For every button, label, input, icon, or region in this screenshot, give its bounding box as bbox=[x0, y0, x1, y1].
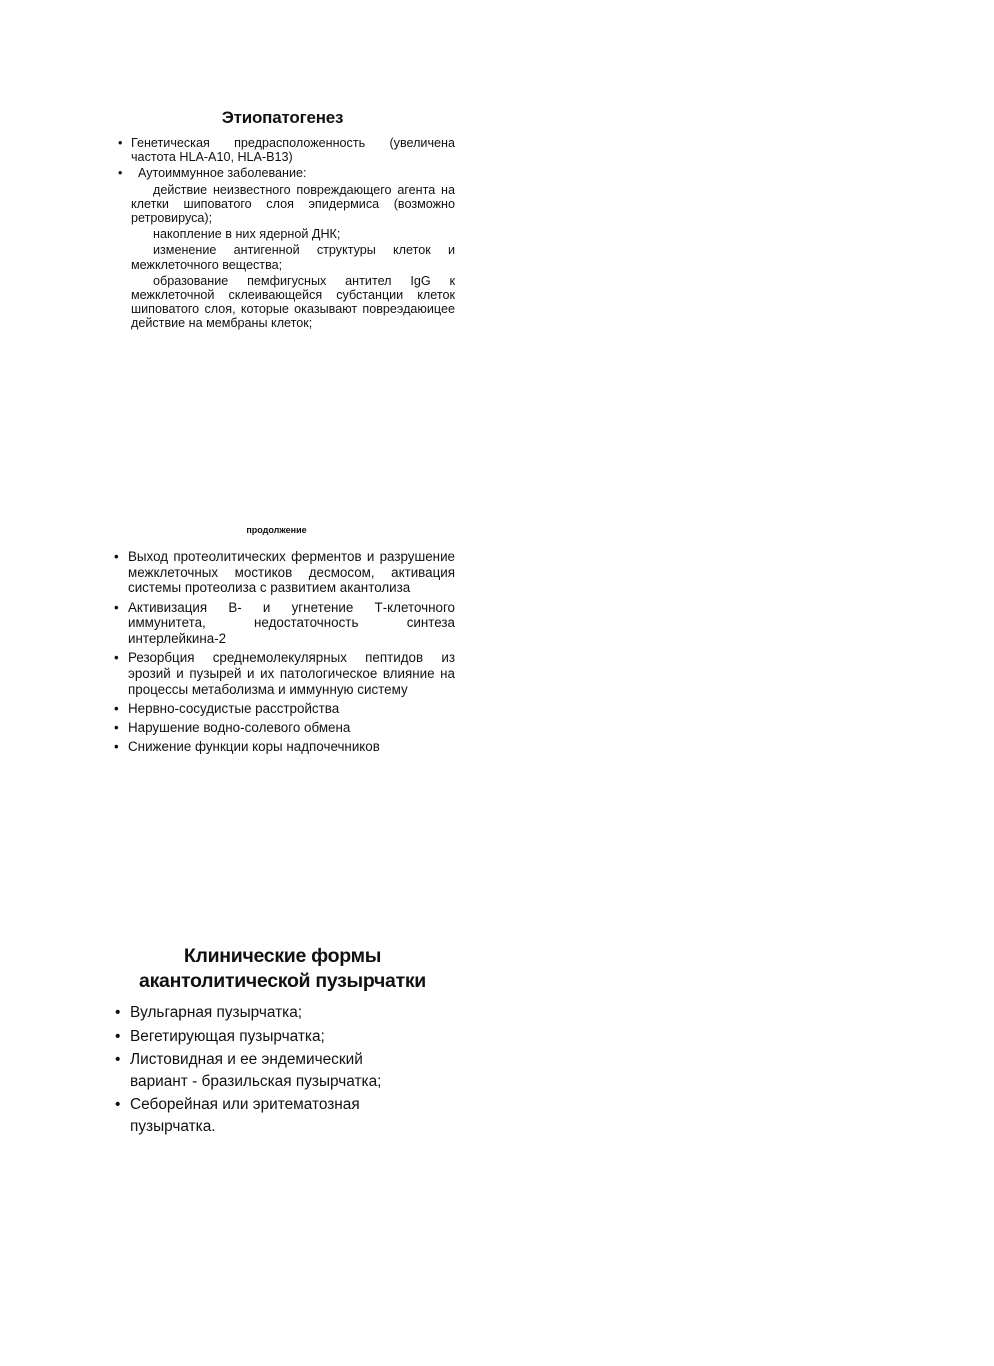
bullet: • bbox=[115, 1004, 121, 1021]
list-item bbox=[110, 720, 455, 736]
list-item bbox=[110, 600, 455, 647]
slide-clinical-forms bbox=[110, 944, 455, 1139]
bullet: • bbox=[115, 1051, 121, 1068]
bullet: • bbox=[114, 739, 119, 755]
sub-list bbox=[110, 183, 455, 331]
slide-etiopathogenesis bbox=[110, 108, 455, 331]
list-item-text: Снижение функции коры надпочечников bbox=[128, 739, 380, 755]
list-item-text: Генетическая предрасположенность (увеличена частота HLA-A10, HLA-B13) bbox=[131, 136, 455, 165]
bullet: • bbox=[114, 599, 119, 615]
list-item bbox=[110, 1094, 390, 1137]
slide-title-line: акантолитической пузырчатки bbox=[139, 970, 426, 992]
sub-item: изменение антигенной структуры клеток и межклеточного вещества; bbox=[131, 243, 455, 272]
bullet: • bbox=[114, 720, 119, 736]
list-item bbox=[110, 1049, 395, 1092]
bullet-list bbox=[110, 1002, 455, 1137]
list-item-text: Вегетирующая пузырчатка; bbox=[130, 1027, 325, 1045]
bullet-list bbox=[110, 549, 455, 755]
slide-title bbox=[110, 944, 455, 994]
bullet: • bbox=[115, 1096, 121, 1113]
list-item-text: Выход протеолитических ферментов и разрушение межклеточных мостиков десмосом, активация системы протеолиза с развитием акантолиза bbox=[128, 549, 455, 596]
sub-item: образование пемфигусных антител IgG к межклеточной склеивающейся субстанции клеток шиповатого слоя, которые оказывают повреэдаюицее действие на мембраны клеток; bbox=[131, 273, 455, 331]
list-item-text: Себорейная или эритематозная пузырчатка. bbox=[130, 1096, 360, 1135]
slide-title: Этиопатогенез bbox=[221, 108, 344, 127]
slide-title: продолжение bbox=[246, 525, 307, 535]
sub-item: накопление в них ядерной ДНК; bbox=[153, 227, 341, 242]
list-item bbox=[110, 650, 455, 697]
list-item bbox=[110, 549, 455, 596]
slide-title-line: Клинические формы bbox=[183, 945, 382, 967]
list-item-text: Резорбция среднемолекулярных пептидов из эрозий и пузырей и их патологическое влияние на процессы метаболизма и иммунную систему bbox=[128, 650, 455, 697]
list-item-text: Нервно-сосудистые расстройства bbox=[128, 700, 340, 716]
list-item-text: Аутоиммунное заболевание: bbox=[138, 166, 307, 181]
list-item-text: Листовидная и ее эндемический вариант - бразильская пузырчатка; bbox=[130, 1051, 382, 1090]
list-item bbox=[110, 739, 455, 755]
list-item-text: Активизация В- и угнетение Т-клеточного иммунитета, недостаточность синтеза интерлейкина-2 bbox=[128, 599, 455, 647]
slide-continuation bbox=[110, 525, 455, 758]
list-item-text: Вульгарная пузырчатка; bbox=[130, 1004, 303, 1021]
bullet: • bbox=[114, 650, 119, 666]
bullet: • bbox=[114, 700, 119, 716]
sub-item: действие неизвестного повреждающего агента на клетки шиповатого слоя эпидермиса (возможно ретровируса); bbox=[131, 182, 455, 226]
list-item-text: Нарушение водно-солевого обмена bbox=[128, 720, 351, 736]
list-item bbox=[110, 166, 455, 180]
bullet: • bbox=[115, 1027, 121, 1045]
list-item bbox=[110, 1026, 455, 1048]
bullet: • bbox=[114, 549, 119, 564]
list-item bbox=[110, 136, 455, 164]
bullet: • bbox=[118, 166, 123, 181]
bullet: • bbox=[118, 136, 123, 150]
list-item bbox=[110, 1002, 455, 1024]
list-item bbox=[110, 701, 455, 717]
